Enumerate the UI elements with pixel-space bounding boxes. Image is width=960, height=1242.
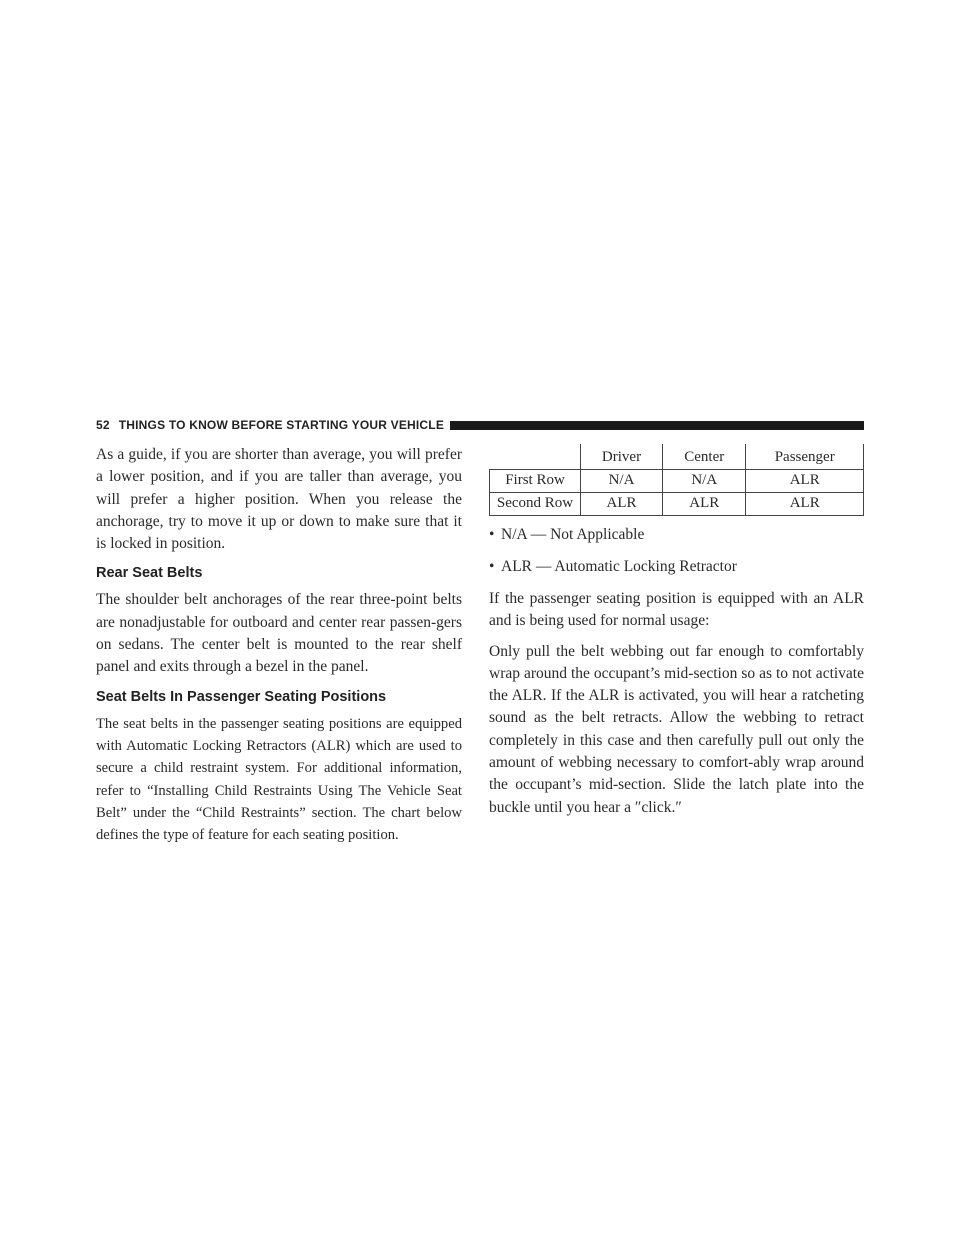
intro-paragraph: As a guide, if you are shorter than average, you will prefer a lower position, and if you are taller than average, you will prefer a higher position. When you release the anchorage, try to move it up or down to make sure that it is locked in position. [96,446,462,553]
right-column [489,444,864,827]
column-header-passenger: Passenger [746,444,864,470]
row-label: First Row [490,470,581,493]
table-cell: ALR [746,470,864,493]
left-column [96,444,462,854]
rear-seat-belts-paragraph: The shoulder belt anchorages of the rear three-point belts are nonadjustable for outboard and center rear passen-gers on sedans. The center belt is mounted to the rear shelf panel and exits through a bezel in the panel. [96,591,462,676]
table-cell: ALR [581,493,663,516]
table-cell: N/A [663,470,746,493]
passenger-seating-heading: Seat Belts In Passenger Seating Positions [96,688,387,705]
seating-position-table [489,444,864,516]
section-title: THINGS TO KNOW BEFORE STARTING YOUR VEHICLE [118,418,445,432]
table-row [490,470,864,493]
bullet-icon: • [489,526,495,543]
column-header-driver: Driver [581,444,663,470]
bullet-text: N/A — Not Applicable [501,526,645,543]
table-cell: ALR [663,493,746,516]
rear-seat-belts-heading: Rear Seat Belts [96,565,203,582]
header-rule [450,421,864,430]
row-label: Second Row [490,493,581,516]
page-number: 52 [96,418,110,432]
passenger-seating-paragraph: The seat belts in the passenger seating positions are equipped with Automatic Locking Retractors (ALR) which are used to secure a child restraint system. For additional information, refer to “Installing Child Restraints Using The Vehicle Seat Belt” under the “Child Restraints” section. The chart below defines the type of feature for each seating position. [96,715,462,844]
column-header-center: Center [663,444,746,470]
table-cell: ALR [746,493,864,516]
alr-instructions-paragraph: Only pull the belt webbing out far enough to comfortably wrap around the occupant’s mid-section so as to not activate the ALR. If the ALR is activated, you will hear a ratcheting sound as the belt retracts. Allow the webbing to retract completely in this case and then carefully pull out only the amount of webbing necessary to comfort-ably wrap around the occupant’s mid-section. Slide the latch plate into the buckle until you hear a ″click.″ [489,642,864,816]
list-item [489,524,864,546]
page-header [96,415,864,435]
table-cell: N/A [581,470,663,493]
table-row [490,493,864,516]
table-corner-cell [490,444,581,470]
bullet-icon: • [489,558,495,575]
table-header-row [490,444,864,470]
bullet-text: ALR — Automatic Locking Retractor [501,558,737,575]
alr-usage-paragraph: If the passenger seating position is equipped with an ALR and is being used for normal usage: [489,590,864,630]
list-item [489,556,864,578]
